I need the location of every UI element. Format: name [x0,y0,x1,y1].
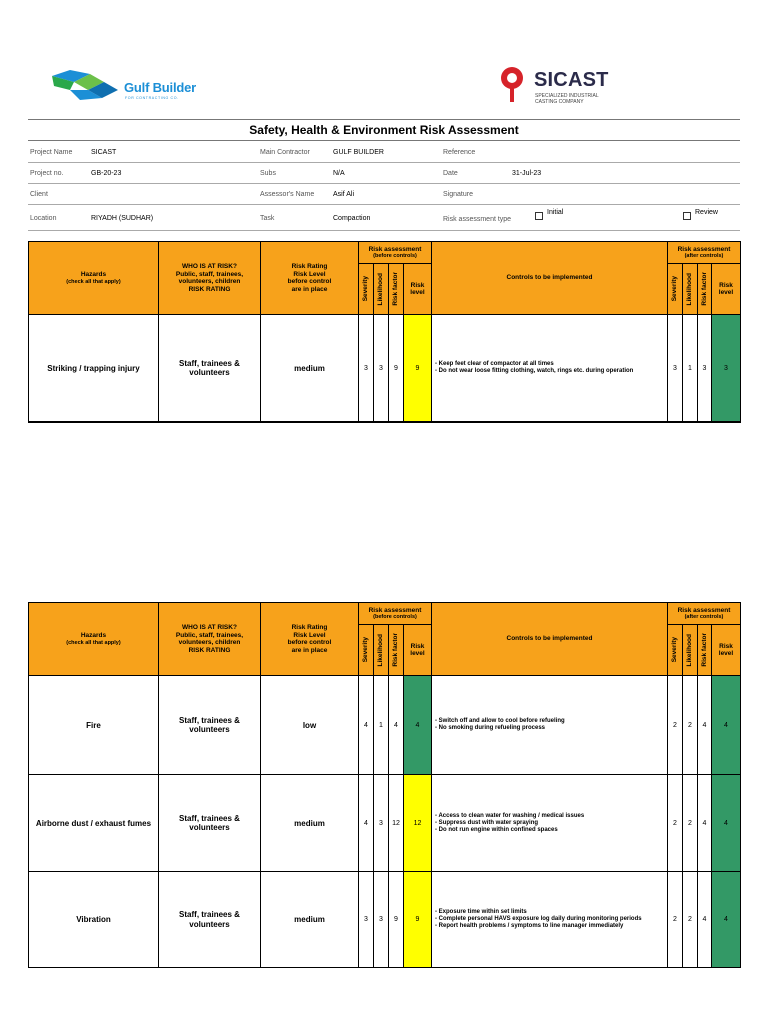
text-line: 9 [415,916,420,923]
text-line: Risk Level [293,631,326,639]
date-label: Date [443,170,458,177]
sicast-name: SICAST [534,69,609,91]
sicast-logo [498,66,618,110]
project-name-label: Project Name [30,149,73,156]
risk-rating-cell [261,775,359,872]
text-line: Vibration [76,915,111,924]
likelihood-header [374,625,389,676]
risk-level-after-header [712,625,741,676]
text-line: (after controls) [684,614,724,621]
who-at-risk-cell [159,775,261,872]
risk-assessment-before-header [359,603,432,625]
text-line: 2 [688,721,692,729]
text-line: Hazards [80,632,107,640]
likelihood-after-cell [683,872,698,968]
assessor-label: Assessor's Name [260,191,315,198]
gulf-builder-logo [50,66,220,106]
subs-label: Subs [260,170,276,177]
text-line: Risk assessment [677,245,731,253]
vertical-label: Risk factor [392,633,400,667]
text-line: are in place [291,285,328,293]
text-line: (check all that apply) [66,278,121,285]
text-line: 3 [724,364,728,372]
text-line: 2 [673,819,677,827]
risk-factor-after-header [698,264,712,315]
text-line: Hazards [80,271,107,279]
text-line: (after controls) [684,253,724,260]
text-line: Risk [719,281,733,289]
risk-factor-header [389,264,404,315]
text-line: Risk Rating [291,263,328,270]
risk-factor-after-cell [698,872,712,968]
gulf-builder-subtitle: FOR CONTRACTING CO. [125,96,179,100]
risk-level-after-cell [712,775,741,872]
risk-factor-after-cell [698,775,712,872]
text-line: level [718,650,734,657]
vertical-label: Likelihood [686,633,694,667]
location-label: Location [30,215,57,222]
risk-factor-cell [389,676,404,775]
text-line: 9 [394,364,398,372]
text-line: RISK RATING [188,285,231,293]
text-line: 2 [673,721,677,729]
text-line: level [410,289,425,296]
main-contractor-value: GULF BUILDER [333,149,384,156]
text-line: level [718,289,734,296]
info-row-project [28,142,740,163]
who-at-risk-cell [159,315,261,422]
initial-checkbox[interactable] [535,212,543,220]
text-line: volunteers, children [178,639,241,646]
severity-after-header [668,264,683,315]
who-at-risk-header [159,603,261,676]
text-line: Risk assessment [368,606,422,614]
controls-header [432,242,668,315]
text-line: level [410,650,425,657]
vertical-label: Severity [671,276,679,302]
initial-label: Initial [547,209,564,216]
controls-header [432,603,668,676]
severity-after-header [668,625,683,676]
sicast-subtitle: SPECIALIZED INDUSTRIAL CASTING COMPANY [535,93,599,105]
risk-factor-cell [389,872,404,968]
text-line: Striking / trapping injury [47,363,140,373]
text-line: Risk Level [293,270,326,278]
severity-after-cell [668,775,683,872]
text-line: 4 [702,916,707,923]
risk-level-cell [404,315,432,422]
text-line: 2 [688,819,692,827]
hazard-cell [29,872,159,968]
text-line: WHO IS AT RISK? [182,624,237,631]
review-label: Review [695,209,718,216]
risk-assessment-after-header [668,603,741,625]
text-line: Fire [86,720,101,730]
likelihood-after-cell [683,315,698,422]
text-line: medium [294,915,325,924]
vertical-label: Risk factor [700,633,708,667]
risk-level-cell [404,676,432,775]
controls-cell [432,775,668,872]
risk-factor-after-cell [698,676,712,775]
main-contractor-label: Main Contractor [260,149,310,156]
text-line: Risk [410,281,425,289]
likelihood-cell [374,676,389,775]
text-line: medium [294,363,325,373]
text-line: 3 [379,819,383,827]
risk-level-header [404,264,432,315]
hazards-header [29,603,159,676]
text-line: before control [287,639,332,646]
vertical-label: Likelihood [377,272,385,306]
text-line: 4 [724,721,728,729]
risk-assessment-before-header [359,242,432,264]
hazard-cell [29,775,159,872]
risk-level-cell [404,872,432,968]
text-line: volunteers [189,725,230,734]
severity-cell [359,775,374,872]
risk-factor-cell [389,775,404,872]
risk-assessment-after-header [668,242,741,264]
risk-level-after-header [712,264,741,315]
vertical-label: Severity [671,637,679,663]
text-line: Staff, trainees & [179,715,240,725]
text-line: - Keep feet clear of compactor at all times [435,361,554,367]
text-line: volunteers [189,368,230,377]
text-line: 1 [379,721,383,729]
text-line: Airborne dust / exhaust fumes [35,818,152,828]
review-checkbox[interactable] [683,212,691,220]
info-row-location [28,205,740,231]
vertical-label: Severity [362,637,370,663]
who-at-risk-cell [159,872,261,968]
risk-factor-header [389,625,404,676]
text-line: 4 [415,721,420,729]
severity-header [359,264,374,315]
risk-table-1 [28,241,741,423]
text-line: - Do not wear loose fitting clothing, watch, rings etc. during operation [435,368,634,374]
reference-label: Reference [443,149,476,156]
hazard-cell [29,676,159,775]
assessor-value: Asif Ali [333,191,355,198]
task-label: Task [260,215,275,222]
risk-type-label: Risk assessment type [443,216,512,223]
text-line: 12 [392,819,400,827]
text-line: 9 [415,364,420,372]
text-line: 2 [688,916,692,923]
likelihood-header [374,264,389,315]
text-line: Staff, trainees & [179,358,240,368]
controls-cell [432,676,668,775]
text-line: 4 [702,819,707,827]
text-line: - Access to clean water for washing / medical issues [435,812,585,819]
text-line: Staff, trainees & [179,813,240,823]
text-line: before control [287,278,332,285]
text-line: Controls to be implemented [506,635,593,643]
text-line: (before controls) [373,614,417,621]
text-line: low [302,720,317,730]
who-at-risk-cell [159,676,261,775]
text-line: WHO IS AT RISK? [182,263,237,270]
text-line: Controls to be implemented [506,274,593,282]
text-line: - Report health problems / symptoms to line manager immediately [435,923,624,929]
risk-rating-cell [261,315,359,422]
text-line: volunteers [189,919,230,929]
project-no-label: Project no. [30,170,64,177]
text-line: 4 [364,721,368,729]
document-title: Safety, Health & Environment Risk Assessment [28,119,740,141]
risk-factor-after-header [698,625,712,676]
text-line: - Exposure time within set limits [435,909,527,915]
likelihood-cell [374,315,389,422]
hazards-header [29,242,159,315]
text-line: RISK RATING [188,646,231,654]
text-line: 4 [724,819,728,827]
risk-rating-header [261,242,359,315]
risk-rating-header [261,603,359,676]
sicast-mark-icon [498,66,528,104]
text-line: 3 [364,364,368,372]
text-line: 4 [394,721,398,729]
risk-rating-cell [261,872,359,968]
task-value: Compaction [333,215,371,222]
controls-cell [432,872,668,968]
risk-level-after-cell [712,676,741,775]
client-label: Client [30,191,48,198]
likelihood-after-header [683,264,698,315]
severity-after-cell [668,315,683,422]
subs-value: N/A [333,170,345,177]
text-line: 4 [364,819,368,827]
controls-cell [432,315,668,422]
risk-level-after-cell [712,315,741,422]
text-line: - No smoking during refueling process [435,725,546,731]
text-line: Risk assessment [368,245,422,253]
text-line: (before controls) [373,253,417,260]
risk-level-cell [404,775,432,872]
text-line: medium [294,818,325,828]
likelihood-cell [374,872,389,968]
vertical-label: Risk factor [700,272,708,306]
who-at-risk-header [159,242,261,315]
text-line: Risk Rating [291,624,328,631]
likelihood-after-cell [683,676,698,775]
severity-header [359,625,374,676]
text-line: 4 [702,721,707,729]
vertical-label: Likelihood [377,633,385,667]
signature-label: Signature [443,191,473,198]
date-value: 31-Jul-23 [512,170,542,177]
vertical-label: Likelihood [686,272,694,306]
info-row-project-no [28,163,740,184]
text-line: Public, staff, trainees, [175,631,244,639]
text-line: Risk [410,642,425,650]
location-value: RIYADH (SUDHAR) [91,215,154,222]
risk-rating-cell [261,676,359,775]
vertical-label: Risk factor [392,272,400,306]
text-line: volunteers [189,823,230,832]
hazard-cell [29,315,159,422]
risk-factor-cell [389,315,404,422]
text-line: 4 [724,916,728,923]
text-line: 12 [413,819,422,827]
gulf-builder-mark-icon [50,68,120,102]
severity-after-cell [668,872,683,968]
risk-table-2 [28,602,741,968]
likelihood-cell [374,775,389,872]
likelihood-after-header [683,625,698,676]
text-line: Risk [719,642,733,650]
info-row-client [28,184,740,205]
text-line: - Suppress dust with water spraying [435,819,539,826]
vertical-label: Severity [362,276,370,302]
text-line: are in place [291,646,328,654]
project-no-value: GB-20-23 [91,170,122,177]
text-line: 3 [364,916,368,923]
text-line: Public, staff, trainees, [175,270,244,278]
gulf-builder-name: Gulf Builder [124,80,196,95]
text-line: 2 [673,916,677,923]
text-line: 1 [688,364,692,372]
text-line: volunteers, children [178,278,241,285]
severity-after-cell [668,676,683,775]
text-line: 9 [394,916,398,923]
text-line: Risk assessment [677,606,731,614]
text-line: (check all that apply) [66,639,121,646]
text-line: - Do not run engine within confined spaces [435,826,558,833]
severity-cell [359,315,374,422]
text-line: 3 [702,364,707,372]
text-line: 3 [379,364,383,372]
text-line: 3 [673,364,677,372]
text-line: - Complete personal HAVS exposure log daily during monitoring periods [435,916,642,922]
severity-cell [359,676,374,775]
text-line: Staff, trainees & [179,910,240,919]
project-name-value: SICAST [91,149,117,156]
likelihood-after-cell [683,775,698,872]
text-line: 3 [379,916,383,923]
severity-cell [359,872,374,968]
risk-level-header [404,625,432,676]
risk-factor-after-cell [698,315,712,422]
risk-level-after-cell [712,872,741,968]
text-line: - Switch off and allow to cool before refueling [435,718,565,724]
